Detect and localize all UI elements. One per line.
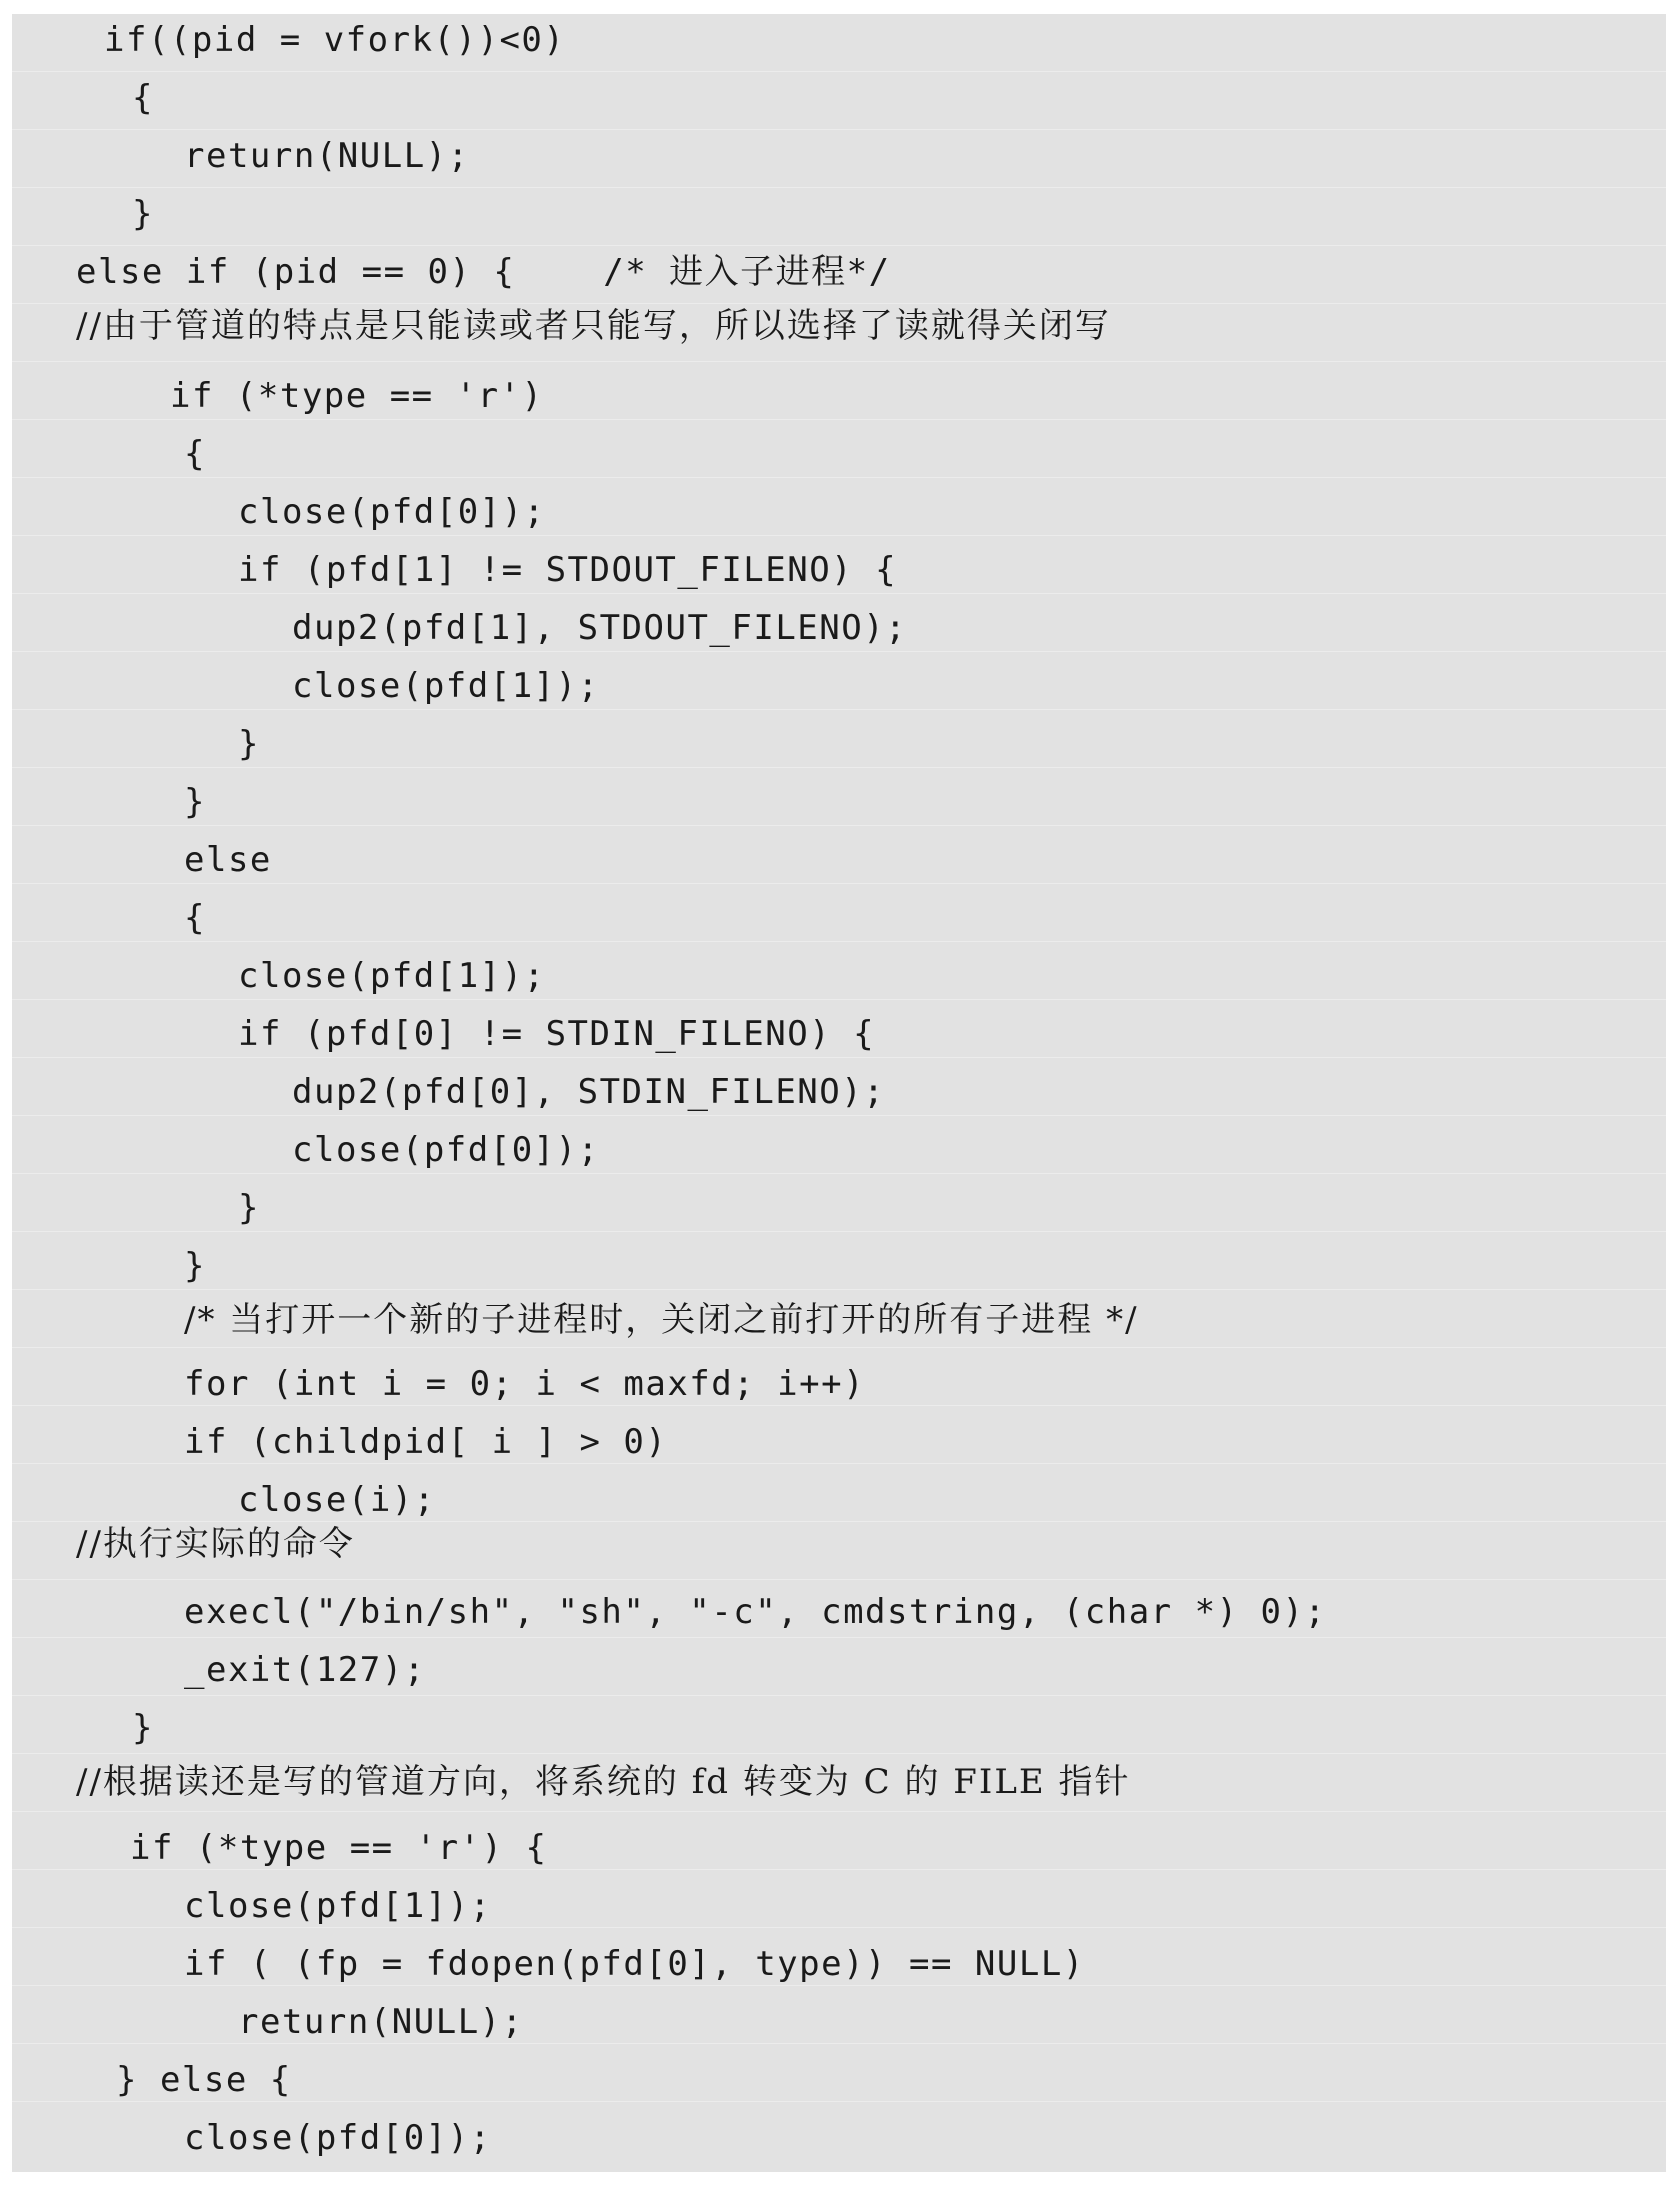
code-line — [12, 884, 1666, 942]
code-text: execl("/bin/sh", "sh", "-c", cmdstring, (char *) 0); — [184, 1592, 1327, 1632]
code-line — [12, 1406, 1666, 1464]
code-line — [12, 1870, 1666, 1928]
code-line — [12, 1174, 1666, 1232]
code-text: close(pfd[1]); — [238, 956, 546, 996]
code-line — [12, 188, 1666, 246]
code-line — [12, 1638, 1666, 1696]
code-line — [12, 14, 1666, 72]
code-text: close(pfd[0]); — [292, 1130, 600, 1170]
code-line — [12, 1232, 1666, 1290]
code-text: dup2(pfd[1], STDOUT_FILENO); — [292, 608, 908, 648]
code-text: } — [132, 1708, 154, 1748]
code-text: for (int i = 0; i < maxfd; i++) — [184, 1364, 866, 1404]
code-comment: //由于管道的特点是只能读或者只能写，所以选择了读就得关闭写 — [76, 306, 1111, 346]
code-line — [12, 826, 1666, 884]
code-line — [12, 1116, 1666, 1174]
code-text: return(NULL); — [238, 2002, 524, 2042]
code-text: close(i); — [238, 1480, 436, 1520]
code-line — [12, 652, 1666, 710]
code-text: if ( (fp = fdopen(pfd[0], type)) == NULL) — [184, 1944, 1085, 1984]
code-text: close(pfd[1]); — [292, 666, 600, 706]
code-text: if (*type == 'r') — [170, 376, 544, 416]
code-text: dup2(pfd[0], STDIN_FILENO); — [292, 1072, 886, 1112]
code-text: return(NULL); — [184, 136, 470, 176]
code-line — [12, 1580, 1666, 1638]
code-line — [12, 1522, 1666, 1580]
code-comment: /* 当打开一个新的子进程时，关闭之前打开的所有子进程 */ — [184, 1300, 1139, 1340]
code-line — [12, 130, 1666, 188]
code-line — [12, 1986, 1666, 2044]
code-line — [12, 304, 1666, 362]
code-line — [12, 1290, 1666, 1348]
code-text: close(pfd[0]); — [184, 2118, 492, 2158]
code-text: } — [184, 1246, 206, 1286]
code-line — [12, 420, 1666, 478]
code-line — [12, 710, 1666, 768]
code-line — [12, 1000, 1666, 1058]
code-line — [12, 1696, 1666, 1754]
code-text: } — [238, 724, 260, 764]
code-line — [12, 1928, 1666, 1986]
code-line — [12, 1058, 1666, 1116]
code-comment: //执行实际的命令 — [76, 1524, 355, 1564]
code-line — [12, 1348, 1666, 1406]
code-line — [12, 72, 1666, 130]
code-text: if((pid = vfork())<0) — [104, 20, 566, 60]
code-text: if (pfd[0] != STDIN_FILENO) { — [238, 1014, 876, 1054]
code-line — [12, 942, 1666, 1000]
code-line — [12, 1464, 1666, 1522]
code-line — [12, 478, 1666, 536]
code-line — [12, 246, 1666, 304]
code-text: { — [132, 78, 154, 118]
code-text: { — [184, 434, 206, 474]
code-text: if (pfd[1] != STDOUT_FILENO) { — [238, 550, 898, 590]
code-text: close(pfd[1]); — [184, 1886, 492, 1926]
code-text: else — [184, 840, 272, 880]
code-line — [12, 1754, 1666, 1812]
code-text: } — [238, 1188, 260, 1228]
code-line — [12, 2102, 1666, 2160]
code-text: if (childpid[ i ] > 0) — [184, 1422, 668, 1462]
code-comment: //根据读还是写的管道方向，将系统的 fd 转变为 C 的 FILE 指针 — [76, 1762, 1131, 1802]
code-line — [12, 1812, 1666, 1870]
code-text: } else { — [116, 2060, 292, 2100]
code-text: { — [184, 898, 206, 938]
code-listing — [12, 14, 1666, 2172]
code-text: if (*type == 'r') { — [130, 1828, 548, 1868]
code-text: _exit(127); — [184, 1650, 426, 1690]
code-text: close(pfd[0]); — [238, 492, 546, 532]
code-line — [12, 2044, 1666, 2102]
code-text: } — [184, 782, 206, 822]
code-line — [12, 594, 1666, 652]
code-line — [12, 536, 1666, 594]
code-text: } — [132, 194, 154, 234]
code-line — [12, 362, 1666, 420]
code-line — [12, 768, 1666, 826]
code-text: else if (pid == 0) { /* 进入子进程*/ — [76, 252, 891, 292]
